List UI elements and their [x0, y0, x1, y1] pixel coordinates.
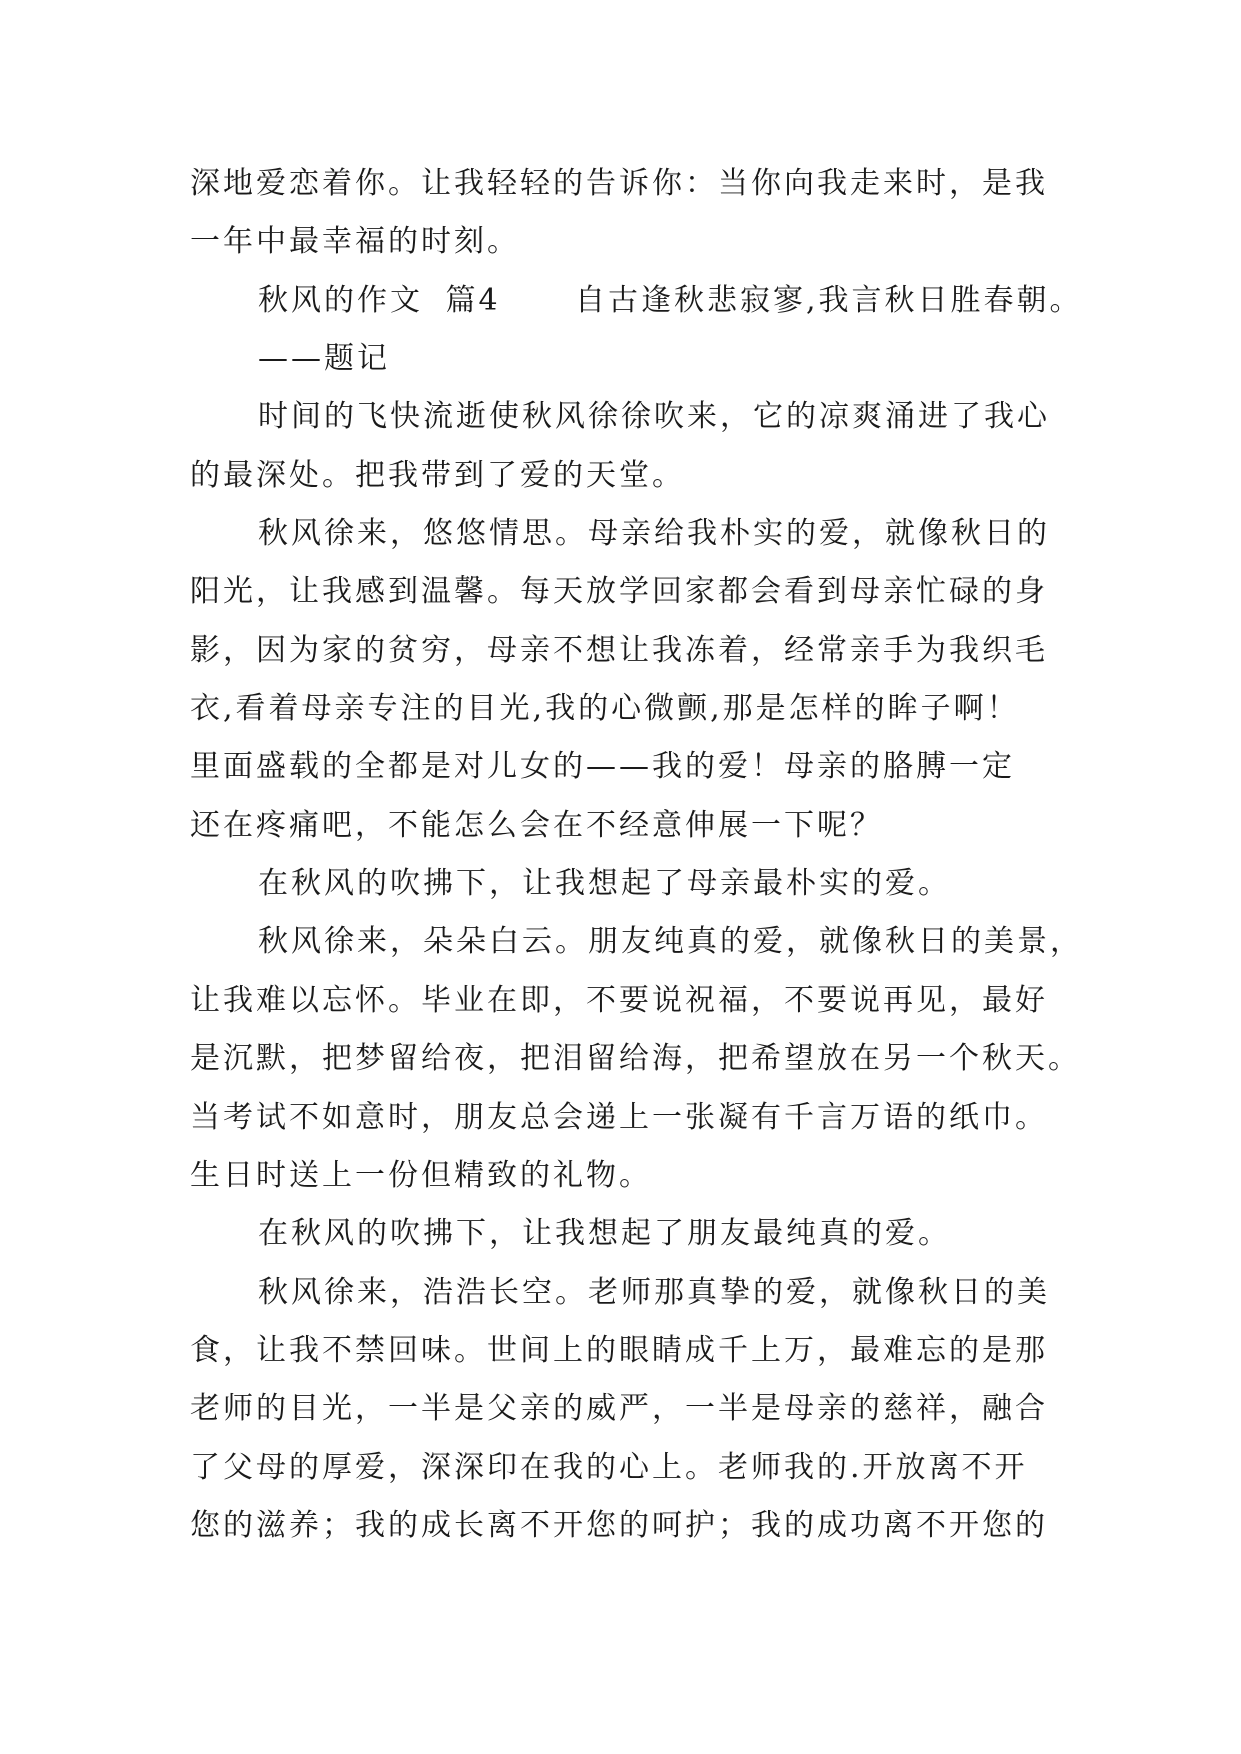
paragraph [190, 855, 1241, 913]
paragraph-line: 秋风徐来，朵朵白云。朋友纯真的爱，就像秋日的美景， [258, 924, 1083, 960]
paragraph [190, 1264, 1241, 1556]
section-heading-line [190, 272, 1241, 330]
paragraph [190, 913, 1241, 1205]
section-title: 秋风的作文 篇4 [258, 282, 501, 318]
paragraph-line: 当考试不如意时，朋友总会递上一张凝有千言万语的纸巾。 [190, 1099, 1048, 1135]
paragraph-line: 食，让我不禁回味。世间上的眼睛成千上万，最难忘的是那 [190, 1332, 1048, 1368]
paragraph-line: 让我难以忘怀。毕业在即，不要说祝福，不要说再见，最好 [190, 982, 1048, 1018]
paragraph [190, 1205, 1241, 1263]
continued-text-line: 深地爱恋着你。让我轻轻的告诉你：当你向我走来时，是我 [190, 166, 1048, 201]
paragraph-line: 老师的目光，一半是父亲的威严，一半是母亲的慈祥，融合 [190, 1391, 1048, 1427]
paragraph-line: 的最深处。把我带到了爱的天堂。 [190, 457, 685, 493]
paragraph-line: 时间的飞快流逝使秋风徐徐吹来，它的凉爽涌进了我心 [258, 399, 1050, 435]
paragraph-line: 影，因为家的贫穷，母亲不想让我冻着，经常亲手为我织毛 [190, 632, 1048, 668]
paragraph-line: 秋风徐来，悠悠情思。母亲给我朴实的爱，就像秋日的 [258, 516, 1050, 552]
paragraph [190, 505, 1241, 855]
epigraph-source: ——题记 [258, 341, 390, 377]
paragraph-line: 了父母的厚爱，深深印在我的心上。老师我的.开放离不开 [190, 1449, 1028, 1485]
paragraph-line: 秋风徐来，浩浩长空。老师那真挚的爱，就像秋日的美 [258, 1274, 1050, 1310]
paragraph-line: 在秋风的吹拂下，让我想起了朋友最纯真的爱。 [258, 1216, 951, 1252]
paragraph-line: 里面盛载的全都是对儿女的——我的爱！母亲的胳膊一定 [190, 749, 1015, 785]
epigraph: 自古逢秋悲寂寥,我言秋日胜春朝。 [575, 282, 1083, 318]
continued-text-line: 一年中最幸福的时刻。 [190, 224, 520, 260]
paragraph-line: 衣,看着母亲专注的目光,我的心微颤,那是怎样的眸子啊！ [190, 691, 1020, 727]
paragraph-line: 还在疼痛吧，不能怎么会在不经意伸展一下呢？ [190, 807, 883, 843]
paragraph-line: 在秋风的吹拂下，让我想起了母亲最朴实的爱。 [258, 866, 951, 902]
paragraph-line: 生日时送上一份但精致的礼物。 [190, 1157, 652, 1193]
paragraph-line: 阳光，让我感到温馨。每天放学回家都会看到母亲忙碌的身 [190, 574, 1048, 610]
paragraph-line: 您的滋养；我的成长离不开您的呵护；我的成功离不开您的 [190, 1507, 1048, 1543]
paragraph [190, 388, 1241, 505]
paragraph-line: 是沉默，把梦留给夜，把泪留给海，把希望放在另一个秋天。 [190, 1041, 1081, 1077]
